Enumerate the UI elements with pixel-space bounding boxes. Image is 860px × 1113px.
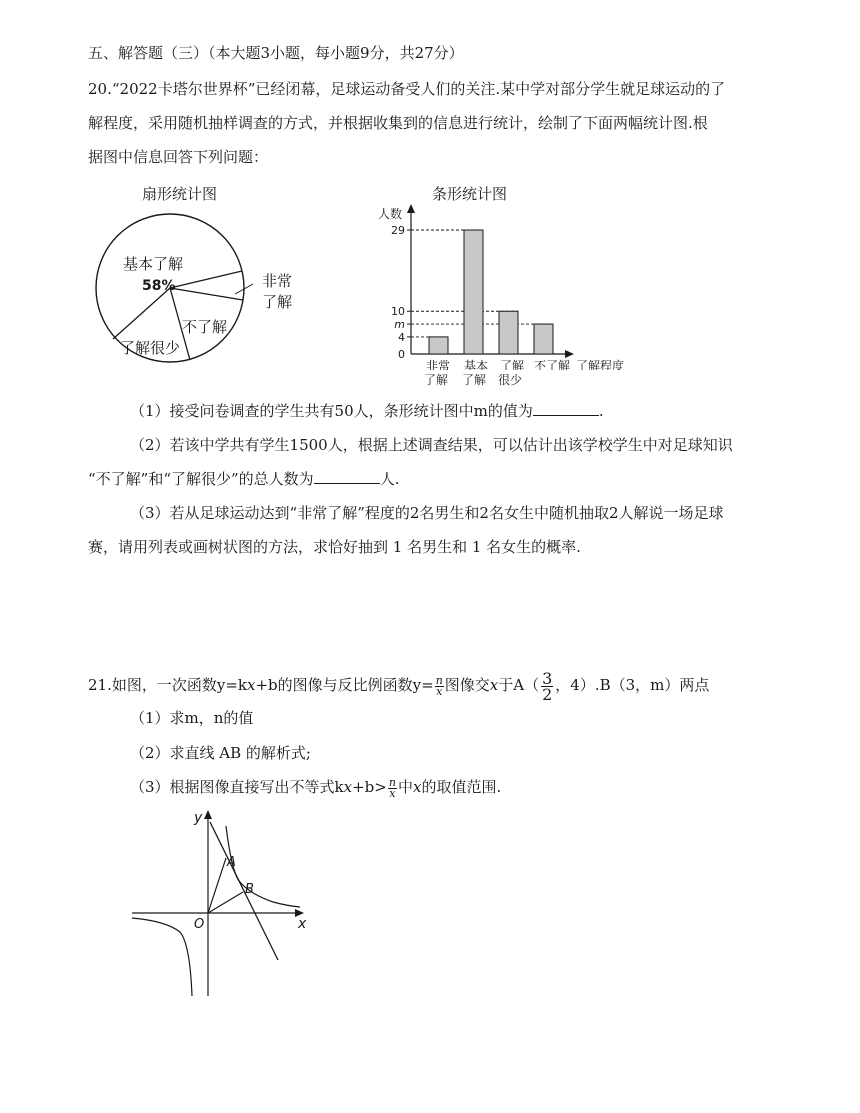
q21-var-x-4: x	[412, 778, 422, 796]
q20-stem-line-3: 据图中信息回答下列问题：	[88, 148, 269, 166]
pie-divider-4	[113, 288, 170, 339]
pie-divider-1	[170, 271, 242, 288]
bar-cat-label-3b: 很少	[498, 373, 523, 387]
bar-cat-label-1a: 非常	[426, 359, 451, 370]
q20-sub3-line-2: 赛，请用列表或画树状图的方法，求恰好抽到 1 名男生和 1 名女生的概率.	[88, 538, 581, 556]
pie-label-feichang-1: 非常	[262, 272, 293, 290]
q21-fraction-3-over-2	[541, 668, 553, 704]
bar-y-tick-label-m: m	[394, 318, 405, 332]
bar-x-axis-arrow	[565, 350, 574, 358]
q21-sub3-part-c: 中	[397, 778, 413, 796]
q21-sub1: （1）求m，n的值	[130, 709, 254, 727]
frac-numerator: 3	[542, 668, 553, 688]
pie-label-jiben-percent: 58%	[142, 278, 176, 294]
q21-stem-part-a: 21.如图，一次函数y=k	[88, 676, 247, 694]
graph-origin-label: O	[194, 917, 205, 932]
pie-label-feichang-2: 了解	[262, 293, 293, 311]
q21-var-x-2: x	[489, 676, 499, 694]
graph-y-axis-label: y	[194, 810, 203, 826]
q20-sub1-answer-blank[interactable]	[533, 401, 599, 416]
bar-cat-label-1b: 了解	[424, 373, 449, 387]
q21-stem	[88, 670, 709, 702]
q20-sub2-answer-blank[interactable]	[314, 469, 380, 484]
pie-label-liaojiehenshao: 了解很少	[120, 339, 181, 357]
pie-chart	[90, 208, 320, 378]
bar-1	[429, 337, 448, 354]
bar-x-axis-label: 了解程度	[576, 359, 625, 370]
bar-3	[499, 311, 518, 354]
pie-label-jiben: 基本了解	[123, 255, 184, 273]
q21-stem-part-c: 图像交	[444, 676, 490, 694]
section-header: 五、解答题（三）（本大题3小题，每小题9分，共27分）	[88, 44, 464, 62]
bar-y-axis-arrow	[407, 204, 415, 213]
bar-cat-label-2b: 了解	[462, 373, 487, 387]
q20-sub3-line-1: （3）若从足球运动达到“非常了解”程度的2名男生和2名女生中随机抽取2人解说一场足球	[130, 504, 724, 522]
q20-sub2-line-1: （2）若该中学共有学生1500人，根据上述调查结果，可以估计出该学校学生中对足球知识	[130, 436, 733, 454]
bar-y-tick-label-29: 29	[391, 224, 405, 237]
q21-stem-part-d: 于A（	[498, 676, 540, 694]
bar-chart	[368, 198, 640, 370]
graph-point-a-label: A	[227, 855, 236, 870]
q20-stem-line-1: 20.“2022卡塔尔世界杯”已经闭幕，足球运动备受人们的关注.某中学对部分学生就足球运动的了	[88, 80, 726, 98]
q21-sub3-part-a: （3）根据图像直接写出不等式k	[130, 778, 344, 796]
bar-cat-label-4a: 不了解	[534, 359, 571, 370]
q21-sub2: （2）求直线 AB 的解析式;	[130, 744, 311, 762]
bar-y-axis-label: 人数	[378, 207, 403, 221]
frac-denominator: x	[389, 786, 396, 800]
q20-sub1-end: .	[598, 402, 604, 420]
q20-sub2-end: 人.	[379, 470, 400, 488]
q20-stem-line-2: 解程度，采用随机抽样调查的方式，并根据收集到的信息进行统计，绘制了下面两幅统计图.根	[88, 114, 708, 132]
q21-fraction-n-over-x	[435, 673, 444, 698]
bar-y-tick-label-0: 0	[398, 348, 405, 361]
bar-4	[534, 324, 553, 354]
q21-sub3-part-d: 的取值范围.	[421, 778, 502, 796]
graph-point-b-label: B	[245, 882, 254, 897]
q21-sub3	[130, 772, 501, 802]
bar-cat-label-3a: 了解	[500, 359, 525, 370]
q20-sub1	[130, 400, 604, 422]
q20-sub2-text: “不了解”和“了解很少”的总人数为	[88, 470, 314, 488]
segment-oa	[208, 858, 226, 913]
line-ab	[210, 822, 278, 960]
q21-var-x-3: x	[343, 778, 353, 796]
pie-label-buliaojie: 不了解	[182, 318, 228, 336]
bar-y-tick-label-4: 4	[398, 330, 405, 344]
bar-cat-label-2a: 基本	[464, 359, 489, 370]
frac-numerator: n	[435, 673, 443, 687]
q21-sub3-part-b: +b>	[352, 778, 387, 796]
frac-numerator: n	[388, 775, 396, 789]
q20-sub2-line-2	[88, 468, 399, 490]
q21-var-x-1: x	[247, 676, 256, 694]
q21-sub3-fraction	[388, 775, 397, 800]
pie-chart-title: 扇形统计图	[142, 185, 218, 203]
frac-denominator: 2	[542, 684, 553, 704]
hyperbola-branch-3	[132, 918, 192, 996]
frac-denominator: x	[436, 684, 443, 698]
bar-chart-title: 条形统计图	[432, 185, 508, 203]
q20-sub1-text: （1）接受问卷调查的学生共有50人，条形统计图中m的值为	[130, 402, 533, 420]
graph-y-axis-arrow	[204, 810, 212, 819]
function-graph	[128, 804, 318, 1000]
q21-stem-part-b: +b的图像与反比例函数y=	[255, 676, 434, 694]
q21-stem-part-e: ，4）.B（3，m）两点	[555, 676, 710, 694]
bar-2	[464, 230, 483, 354]
graph-x-axis-label: x	[298, 916, 307, 932]
bar-y-tick-label-10: 10	[391, 305, 405, 319]
pie-divider-2	[170, 288, 243, 300]
